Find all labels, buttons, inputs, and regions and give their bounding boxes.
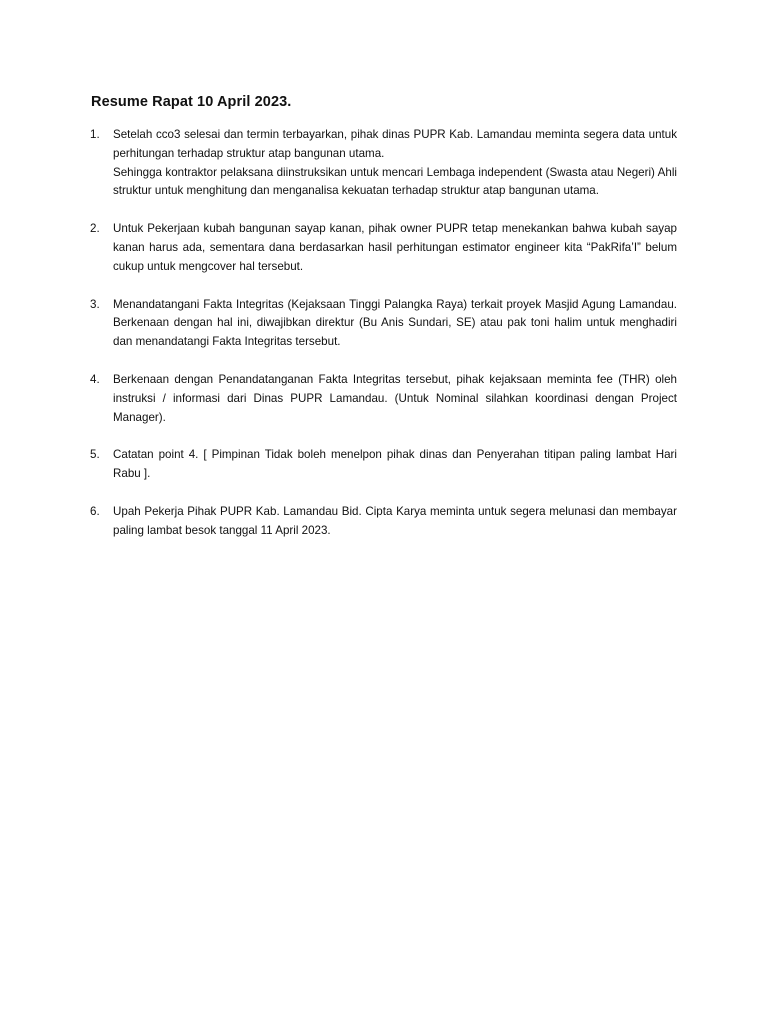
list-item-paragraph: Catatan point 4. [ Pimpinan Tidak boleh menelpon pihak dinas dan Penyerahan titipan paling lambat Hari Rabu ]. bbox=[113, 448, 677, 481]
list-item-paragraph: Menandatangani Fakta Integritas (Kejaksaan Tinggi Palangka Raya) terkait proyek Masjid Agung Lamandau. Berkenaan dengan hal ini, diwajibkan direktur (Bu Anis Sundari, SE) atau pak toni halim untuk menghadiri dan menandatangi Fakta Integritas tersebut. bbox=[113, 297, 677, 349]
list-item-number: 1. bbox=[90, 128, 100, 141]
list-item-2 bbox=[90, 220, 677, 276]
numbered-list bbox=[90, 126, 677, 560]
list-item-3 bbox=[90, 296, 677, 352]
list-item-4 bbox=[90, 371, 677, 427]
list-item-paragraph: Berkenaan dengan Penandatanganan Fakta Integritas tersebut, pihak kejaksaan meminta fee (THR) oleh instruksi / informasi dari Dinas PUPR Lamandau. (Untuk Nominal silahkan koordinasi dengan Project Manager). bbox=[113, 372, 677, 424]
list-item-number: 6. bbox=[90, 504, 100, 518]
document-title: Resume Rapat 10 April 2023. bbox=[91, 94, 292, 110]
list-item-paragraph: Upah Pekerja Pihak PUPR Kab. Lamandau Bid. Cipta Karya meminta untuk segera melunasi dan membayar paling lambat besok tanggal 11 April 2023. bbox=[113, 504, 677, 537]
list-item-number: 5. bbox=[90, 448, 100, 462]
list-item-paragraph: Untuk Pekerjaan kubah bangunan sayap kanan, pihak owner PUPR tetap menekankan bahwa kubah sayap kanan harus ada, sementara dana berdasarkan hasil perhitungan estimator engineer kita “PakRifa’I” belum cukup untuk mengcover hal tersebut. bbox=[113, 222, 677, 273]
list-item-number: 4. bbox=[90, 372, 100, 386]
list-item-5 bbox=[90, 446, 677, 484]
list-item-number: 2. bbox=[90, 222, 100, 236]
list-item-paragraph: Sehingga kontraktor pelaksana diinstruksikan untuk mencari Lembaga independent (Swasta atau Negeri) Ahli struktur untuk menghitung dan menganalisa kekuatan terhadap struktur atap bangunan utama. bbox=[113, 165, 677, 198]
list-item-1 bbox=[90, 126, 677, 201]
list-item-6 bbox=[90, 503, 677, 541]
list-item-number: 3. bbox=[90, 297, 100, 311]
list-item-paragraph: Setelah cco3 selesai dan termin terbayarkan, pihak dinas PUPR Kab. Lamandau meminta segera data untuk perhitungan terhadap struktur atap bangunan utama. bbox=[113, 128, 677, 160]
